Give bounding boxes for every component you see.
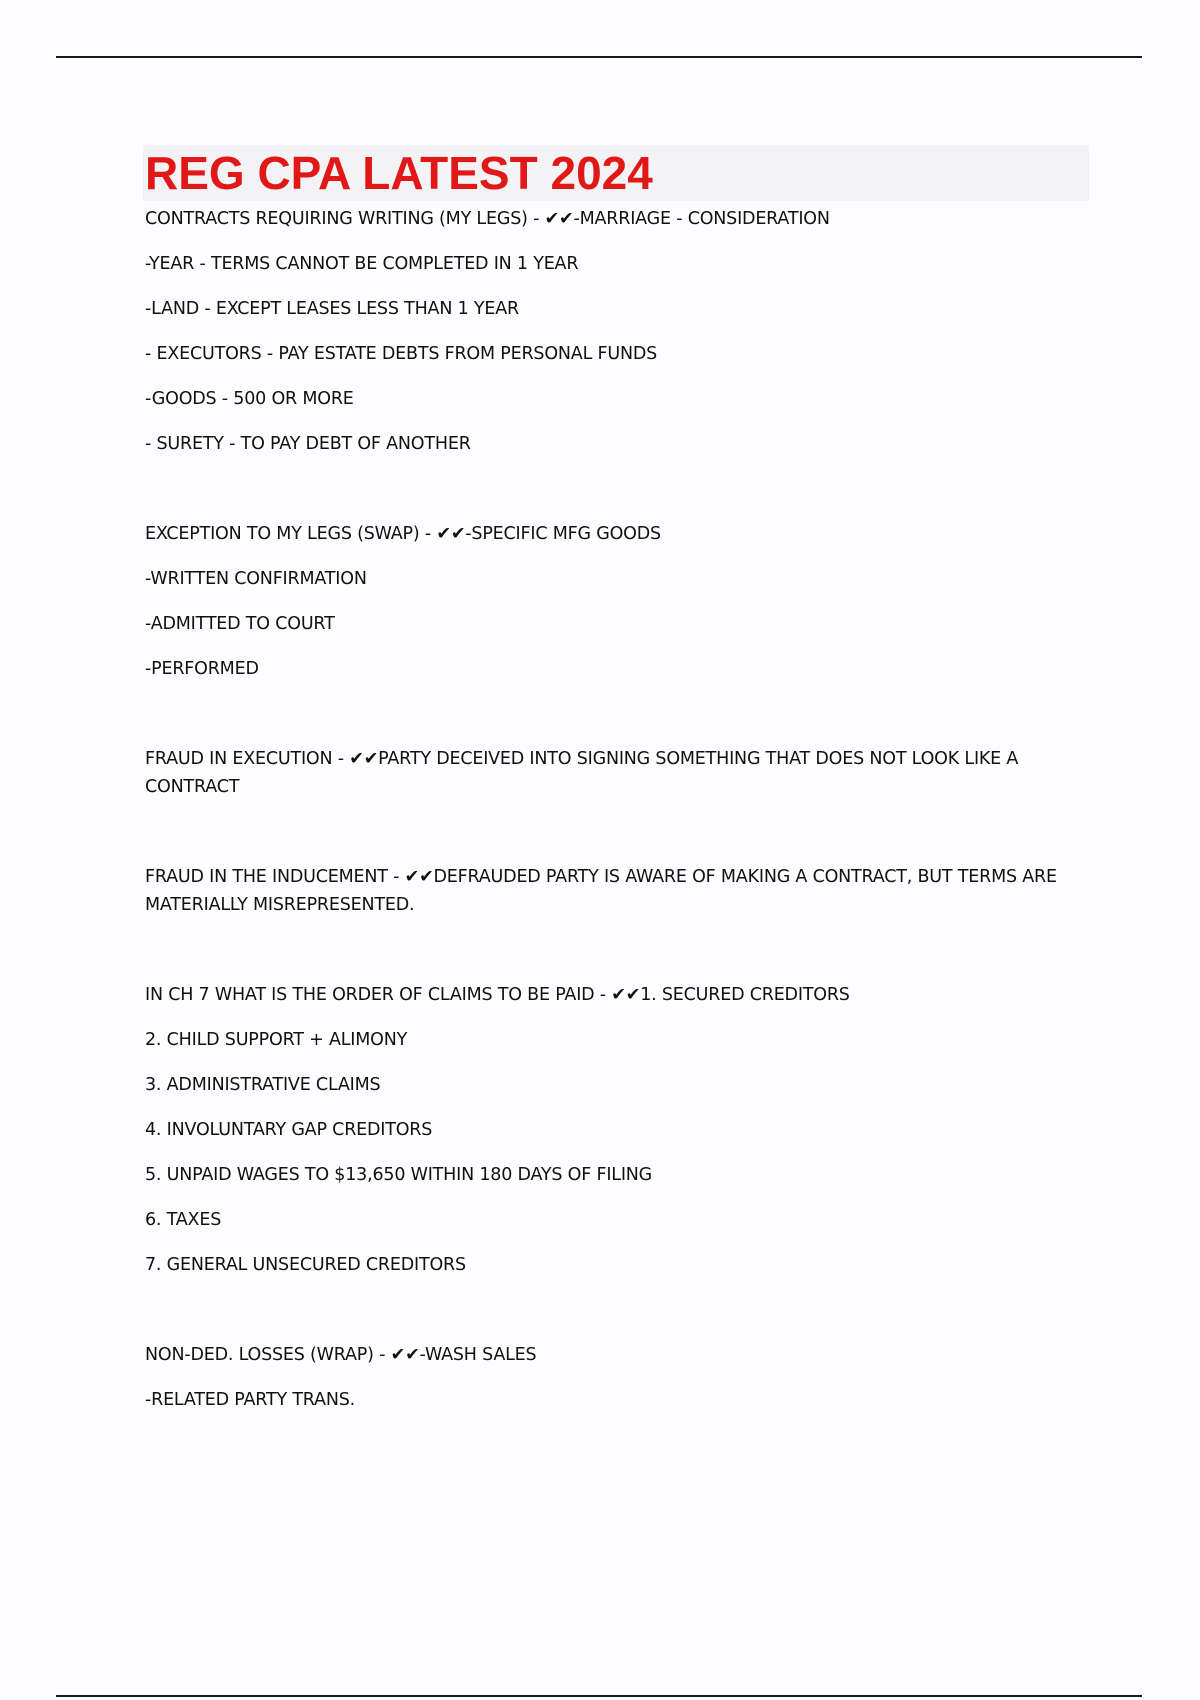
- text-line: NON-DED. LOSSES (WRAP) - ✔✔-WASH SALES: [145, 1345, 537, 1365]
- text-line: -PERFORMED: [145, 659, 259, 679]
- text-line: -YEAR - TERMS CANNOT BE COMPLETED IN 1 YEAR: [145, 254, 579, 274]
- text-line: IN CH 7 WHAT IS THE ORDER OF CLAIMS TO BE PAID - ✔✔1. SECURED CREDITORS: [145, 985, 850, 1005]
- text-line: -RELATED PARTY TRANS.: [145, 1390, 355, 1410]
- document-body: [145, 145, 1095, 1414]
- text-line: -GOODS - 500 OR MORE: [145, 389, 354, 409]
- text-line: 3. ADMINISTRATIVE CLAIMS: [145, 1075, 381, 1095]
- text-line: -LAND - EXCEPT LEASES LESS THAN 1 YEAR: [145, 299, 519, 319]
- text-line: EXCEPTION TO MY LEGS (SWAP) - ✔✔-SPECIFIC MFG GOODS: [145, 524, 661, 544]
- text-line: CONTRACTS REQUIRING WRITING (MY LEGS) - ✔✔-MARRIAGE - CONSIDERATION: [145, 209, 830, 229]
- text-line: 2. CHILD SUPPORT + ALIMONY: [145, 1030, 408, 1050]
- text-line: 7. GENERAL UNSECURED CREDITORS: [145, 1255, 466, 1275]
- text-line: - SURETY - TO PAY DEBT OF ANOTHER: [145, 434, 471, 454]
- text-line: 5. UNPAID WAGES TO $13,650 WITHIN 180 DAYS OF FILING: [145, 1165, 653, 1185]
- text-line: 4. INVOLUNTARY GAP CREDITORS: [145, 1120, 433, 1140]
- document-title: REG CPA LATEST 2024: [145, 147, 653, 199]
- text-line: -WRITTEN CONFIRMATION: [145, 569, 367, 589]
- text-line: - EXECUTORS - PAY ESTATE DEBTS FROM PERSONAL FUNDS: [145, 344, 658, 364]
- header-rule: [56, 56, 1142, 58]
- footer-rule: [56, 1695, 1142, 1697]
- text-line: 6. TAXES: [145, 1210, 222, 1230]
- text-paragraph: FRAUD IN THE INDUCEMENT - ✔✔DEFRAUDED PARTY IS AWARE OF MAKING A CONTRACT, BUT TERMS ARE MATERIALLY MISREPRESENTED.: [145, 867, 1057, 915]
- text-paragraph: FRAUD IN EXECUTION - ✔✔PARTY DECEIVED INTO SIGNING SOMETHING THAT DOES NOT LOOK LIKE A CONTRACT: [145, 749, 1019, 797]
- title-band: [143, 145, 1089, 201]
- text-line: -ADMITTED TO COURT: [145, 614, 335, 634]
